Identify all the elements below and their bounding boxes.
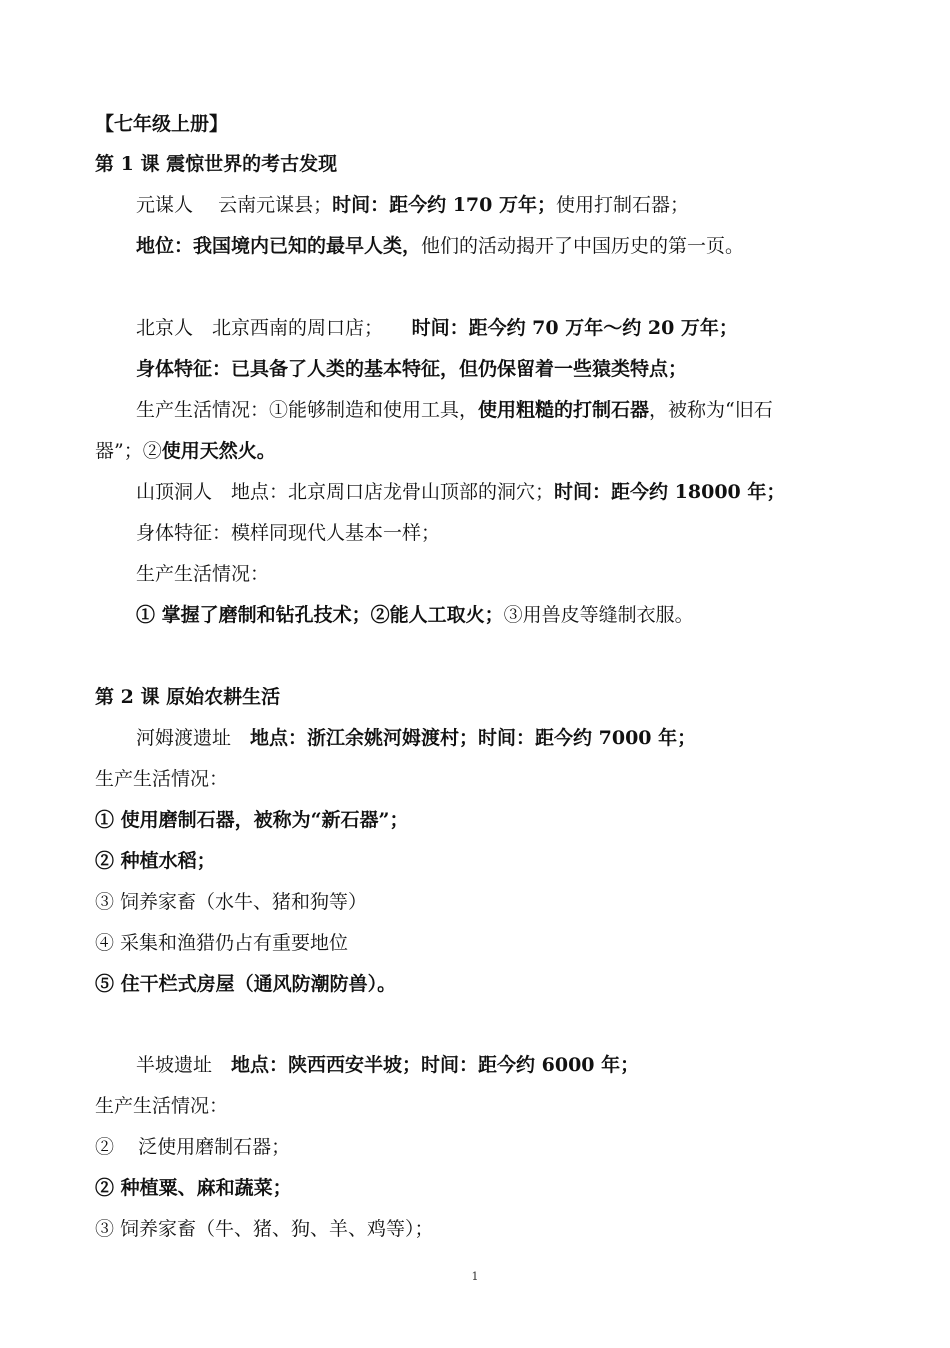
shanding-line [136, 480, 785, 504]
book-title: 【七年级上册】 [95, 113, 229, 135]
yuanmou-line [136, 193, 689, 217]
banpo-name: 半坡遗址 [136, 1054, 213, 1076]
lesson2-title: 第 2 课 原始农耕生活 [95, 686, 281, 708]
shanding-body: 身体特征：模样同现代人基本一样； [136, 522, 441, 544]
banpo-item-2: ② 种植粟、麻和蔬菜； [95, 1177, 292, 1199]
shanding-life-1: ① 掌握了磨制和钻孔技术；②能人工取火； [136, 604, 504, 626]
beijing-life-e: 使用天然火。 [161, 440, 276, 462]
beijing-life-d: 器”；② [95, 440, 162, 462]
shanding-life [136, 603, 694, 627]
shanding-place: 地点：北京周口店龙骨山顶部的洞穴； [231, 481, 555, 503]
beijing-body: 身体特征：已具备了人类的基本特征，但仍保留着一些猿类特点； [136, 358, 688, 380]
beijing-life [136, 398, 773, 422]
hemudu-item-4: ④ 采集和渔猎仍占有重要地位 [95, 932, 349, 954]
banpo-item-1: ② 泛使用磨制石器； [95, 1136, 291, 1158]
shanding-life-label: 生产生活情况： [136, 563, 270, 585]
beijing-place: 北京西南的周口店； [212, 317, 374, 339]
banpo-info: 地点：陕西西安半坡；时间：距今约 6000 年； [231, 1054, 640, 1076]
shanding-name: 山顶洞人 [136, 481, 213, 503]
yuanmou-status-bold: 地位：我国境内已知的最早人类， [136, 235, 422, 257]
hemudu-item-5: ⑤ 住干栏式房屋（通风防潮防兽）。 [95, 973, 397, 995]
hemudu-life-label: 生产生活情况： [95, 768, 229, 790]
beijing-life-c: ，被称为“旧石 [649, 399, 773, 421]
banpo-line [136, 1053, 639, 1077]
shanding-life-2: ③用兽皮等缝制衣服。 [503, 604, 694, 626]
hemudu-item-1: ① 使用磨制石器，被称为“新石器”； [95, 809, 409, 831]
beijing-line [136, 316, 738, 340]
hemudu-item-2: ② 种植水稻； [95, 850, 216, 872]
lesson1-title: 第 1 课 震惊世界的考古发现 [95, 153, 338, 175]
beijing-life-cont [95, 439, 276, 463]
yuanmou-status-rest: 他们的活动揭开了中国历史的第一页。 [421, 235, 745, 257]
beijing-time: 时间：距今约 70 万年～约 20 万年； [411, 317, 738, 339]
beijing-life-b: 使用粗糙的打制石器 [478, 399, 650, 421]
hemudu-item-3: ③ 饲养家畜（水牛、猪和狗等） [95, 891, 368, 913]
yuanmou-tool: 使用打制石器； [555, 194, 689, 216]
banpo-life-label: 生产生活情况： [95, 1095, 229, 1117]
yuanmou-status [136, 234, 744, 258]
hemudu-name: 河姆渡遗址 [136, 727, 232, 749]
yuanmou-place: 云南元谋县； [218, 194, 333, 216]
beijing-life-a: 生产生活情况：①能够制造和使用工具， [136, 399, 479, 421]
yuanmou-time: 时间：距今约 170 万年； [332, 194, 556, 216]
banpo-item-3: ③ 饲养家畜（牛、猪、狗、羊、鸡等）； [95, 1218, 434, 1240]
hemudu-info: 地点：浙江余姚河姆渡村；时间：距今约 7000 年； [250, 727, 697, 749]
beijing-name: 北京人 [136, 317, 194, 339]
page-number: 1 [471, 1270, 479, 1283]
yuanmou-name: 元谋人 [136, 194, 194, 216]
shanding-time: 时间：距今约 18000 年； [554, 481, 786, 503]
hemudu-line [136, 726, 696, 750]
